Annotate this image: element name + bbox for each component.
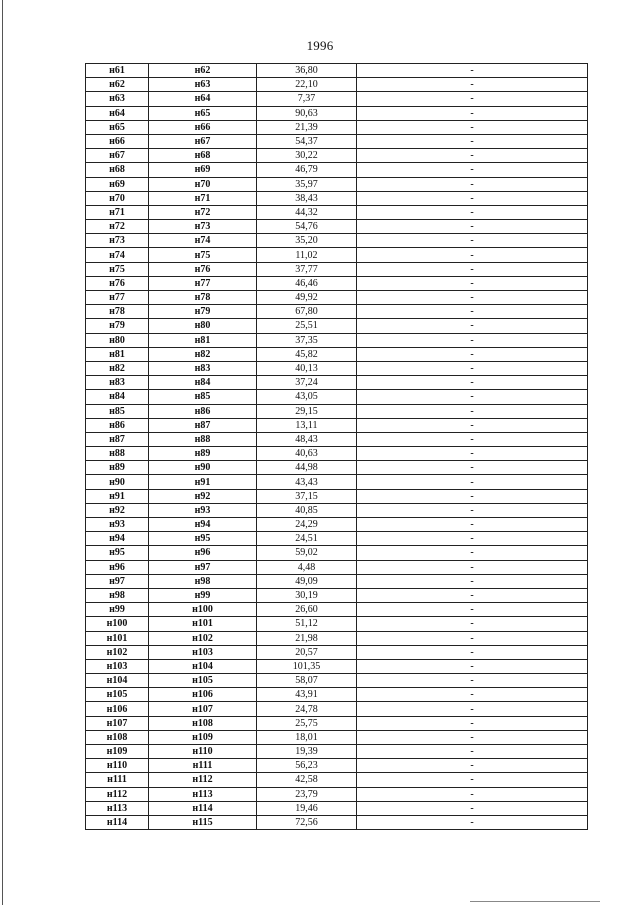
distance-cell: 54,76 bbox=[257, 220, 357, 234]
table-row bbox=[86, 475, 588, 489]
table-row bbox=[86, 461, 588, 475]
table-row bbox=[86, 787, 588, 801]
note-cell: - bbox=[357, 191, 588, 205]
from-point-cell: н109 bbox=[86, 745, 149, 759]
from-point-cell: н86 bbox=[86, 418, 149, 432]
note-cell: - bbox=[357, 801, 588, 815]
distance-cell: 13,11 bbox=[257, 418, 357, 432]
page-number: 1996 bbox=[306, 38, 334, 53]
note-cell: - bbox=[357, 120, 588, 134]
from-point-cell: н94 bbox=[86, 532, 149, 546]
table-row bbox=[86, 106, 588, 120]
table-row bbox=[86, 64, 588, 78]
table-row bbox=[86, 220, 588, 234]
to-point-cell: н89 bbox=[149, 447, 257, 461]
to-point-cell: н94 bbox=[149, 518, 257, 532]
to-point-cell: н67 bbox=[149, 134, 257, 148]
table-row bbox=[86, 773, 588, 787]
note-cell: - bbox=[357, 730, 588, 744]
from-point-cell: н91 bbox=[86, 489, 149, 503]
distance-cell: 43,05 bbox=[257, 390, 357, 404]
note-cell: - bbox=[357, 262, 588, 276]
table-row bbox=[86, 78, 588, 92]
distance-cell: 54,37 bbox=[257, 134, 357, 148]
from-point-cell: н66 bbox=[86, 134, 149, 148]
to-point-cell: н86 bbox=[149, 404, 257, 418]
note-cell: - bbox=[357, 418, 588, 432]
table-row bbox=[86, 191, 588, 205]
distance-cell: 38,43 bbox=[257, 191, 357, 205]
distance-cell: 19,46 bbox=[257, 801, 357, 815]
distance-cell: 101,35 bbox=[257, 659, 357, 673]
to-point-cell: н104 bbox=[149, 659, 257, 673]
table-row bbox=[86, 120, 588, 134]
to-point-cell: н114 bbox=[149, 801, 257, 815]
distance-cell: 46,46 bbox=[257, 276, 357, 290]
distance-cell: 40,85 bbox=[257, 503, 357, 517]
table-row bbox=[86, 801, 588, 815]
distance-cell: 21,39 bbox=[257, 120, 357, 134]
note-cell: - bbox=[357, 305, 588, 319]
table-row bbox=[86, 659, 588, 673]
from-point-cell: н106 bbox=[86, 702, 149, 716]
note-cell: - bbox=[357, 631, 588, 645]
from-point-cell: н68 bbox=[86, 163, 149, 177]
note-cell: - bbox=[357, 489, 588, 503]
note-cell: - bbox=[357, 106, 588, 120]
table-row bbox=[86, 333, 588, 347]
to-point-cell: н70 bbox=[149, 177, 257, 191]
note-cell: - bbox=[357, 92, 588, 106]
from-point-cell: н61 bbox=[86, 64, 149, 78]
from-point-cell: н88 bbox=[86, 447, 149, 461]
from-point-cell: н98 bbox=[86, 588, 149, 602]
distance-cell: 25,51 bbox=[257, 319, 357, 333]
note-cell: - bbox=[357, 518, 588, 532]
table-row bbox=[86, 319, 588, 333]
table-row bbox=[86, 361, 588, 375]
from-point-cell: н63 bbox=[86, 92, 149, 106]
table-row bbox=[86, 702, 588, 716]
from-point-cell: н76 bbox=[86, 276, 149, 290]
table-row bbox=[86, 149, 588, 163]
to-point-cell: н68 bbox=[149, 149, 257, 163]
note-cell: - bbox=[357, 702, 588, 716]
table-row bbox=[86, 603, 588, 617]
from-point-cell: н69 bbox=[86, 177, 149, 191]
note-cell: - bbox=[357, 815, 588, 829]
table-row bbox=[86, 617, 588, 631]
from-point-cell: н90 bbox=[86, 475, 149, 489]
note-cell: - bbox=[357, 645, 588, 659]
to-point-cell: н85 bbox=[149, 390, 257, 404]
from-point-cell: н105 bbox=[86, 688, 149, 702]
to-point-cell: н71 bbox=[149, 191, 257, 205]
to-point-cell: н96 bbox=[149, 546, 257, 560]
to-point-cell: н63 bbox=[149, 78, 257, 92]
distance-cell: 44,98 bbox=[257, 461, 357, 475]
table-row bbox=[86, 262, 588, 276]
note-cell: - bbox=[357, 745, 588, 759]
to-point-cell: н69 bbox=[149, 163, 257, 177]
note-cell: - bbox=[357, 503, 588, 517]
from-point-cell: н95 bbox=[86, 546, 149, 560]
from-point-cell: н108 bbox=[86, 730, 149, 744]
distance-cell: 37,15 bbox=[257, 489, 357, 503]
note-cell: - bbox=[357, 546, 588, 560]
table-row bbox=[86, 645, 588, 659]
to-point-cell: н76 bbox=[149, 262, 257, 276]
to-point-cell: н109 bbox=[149, 730, 257, 744]
to-point-cell: н80 bbox=[149, 319, 257, 333]
note-cell: - bbox=[357, 220, 588, 234]
note-cell: - bbox=[357, 78, 588, 92]
table-row bbox=[86, 248, 588, 262]
table-row bbox=[86, 518, 588, 532]
table-row bbox=[86, 716, 588, 730]
from-point-cell: н113 bbox=[86, 801, 149, 815]
from-point-cell: н64 bbox=[86, 106, 149, 120]
note-cell: - bbox=[357, 149, 588, 163]
from-point-cell: н89 bbox=[86, 461, 149, 475]
note-cell: - bbox=[357, 447, 588, 461]
distance-cell: 24,51 bbox=[257, 532, 357, 546]
note-cell: - bbox=[357, 248, 588, 262]
footer-line bbox=[470, 901, 600, 902]
from-point-cell: н77 bbox=[86, 291, 149, 305]
to-point-cell: н108 bbox=[149, 716, 257, 730]
table-row bbox=[86, 163, 588, 177]
from-point-cell: н99 bbox=[86, 603, 149, 617]
table-row bbox=[86, 759, 588, 773]
from-point-cell: н102 bbox=[86, 645, 149, 659]
from-point-cell: н74 bbox=[86, 248, 149, 262]
coordinates-table bbox=[85, 63, 588, 830]
distance-cell: 58,07 bbox=[257, 674, 357, 688]
distance-cell: 59,02 bbox=[257, 546, 357, 560]
distance-cell: 43,91 bbox=[257, 688, 357, 702]
note-cell: - bbox=[357, 617, 588, 631]
table-row bbox=[86, 560, 588, 574]
table-row bbox=[86, 390, 588, 404]
from-point-cell: н81 bbox=[86, 347, 149, 361]
to-point-cell: н110 bbox=[149, 745, 257, 759]
to-point-cell: н90 bbox=[149, 461, 257, 475]
table-row bbox=[86, 503, 588, 517]
note-cell: - bbox=[357, 461, 588, 475]
table-row bbox=[86, 134, 588, 148]
distance-cell: 49,92 bbox=[257, 291, 357, 305]
distance-cell: 20,57 bbox=[257, 645, 357, 659]
from-point-cell: н87 bbox=[86, 432, 149, 446]
note-cell: - bbox=[357, 205, 588, 219]
note-cell: - bbox=[357, 560, 588, 574]
table-row bbox=[86, 276, 588, 290]
from-point-cell: н71 bbox=[86, 205, 149, 219]
from-point-cell: н72 bbox=[86, 220, 149, 234]
distance-cell: 40,13 bbox=[257, 361, 357, 375]
from-point-cell: н92 bbox=[86, 503, 149, 517]
to-point-cell: н81 bbox=[149, 333, 257, 347]
note-cell: - bbox=[357, 688, 588, 702]
to-point-cell: н83 bbox=[149, 361, 257, 375]
table-row bbox=[86, 92, 588, 106]
distance-cell: 7,37 bbox=[257, 92, 357, 106]
note-cell: - bbox=[357, 432, 588, 446]
from-point-cell: н82 bbox=[86, 361, 149, 375]
note-cell: - bbox=[357, 291, 588, 305]
from-point-cell: н62 bbox=[86, 78, 149, 92]
page-edge bbox=[2, 0, 3, 905]
distance-cell: 45,82 bbox=[257, 347, 357, 361]
to-point-cell: н98 bbox=[149, 574, 257, 588]
note-cell: - bbox=[357, 773, 588, 787]
to-point-cell: н107 bbox=[149, 702, 257, 716]
to-point-cell: н62 bbox=[149, 64, 257, 78]
from-point-cell: н79 bbox=[86, 319, 149, 333]
distance-cell: 37,77 bbox=[257, 262, 357, 276]
to-point-cell: н95 bbox=[149, 532, 257, 546]
table-row bbox=[86, 588, 588, 602]
to-point-cell: н84 bbox=[149, 376, 257, 390]
to-point-cell: н91 bbox=[149, 475, 257, 489]
from-point-cell: н73 bbox=[86, 234, 149, 248]
to-point-cell: н87 bbox=[149, 418, 257, 432]
to-point-cell: н115 bbox=[149, 815, 257, 829]
table-row bbox=[86, 177, 588, 191]
distance-cell: 30,22 bbox=[257, 149, 357, 163]
from-point-cell: н78 bbox=[86, 305, 149, 319]
distance-cell: 19,39 bbox=[257, 745, 357, 759]
note-cell: - bbox=[357, 574, 588, 588]
table-row bbox=[86, 234, 588, 248]
to-point-cell: н66 bbox=[149, 120, 257, 134]
to-point-cell: н112 bbox=[149, 773, 257, 787]
note-cell: - bbox=[357, 659, 588, 673]
note-cell: - bbox=[357, 276, 588, 290]
table-row bbox=[86, 347, 588, 361]
to-point-cell: н64 bbox=[149, 92, 257, 106]
note-cell: - bbox=[357, 347, 588, 361]
note-cell: - bbox=[357, 234, 588, 248]
from-point-cell: н85 bbox=[86, 404, 149, 418]
from-point-cell: н84 bbox=[86, 390, 149, 404]
table-row bbox=[86, 815, 588, 829]
table-row bbox=[86, 546, 588, 560]
distance-cell: 25,75 bbox=[257, 716, 357, 730]
to-point-cell: н77 bbox=[149, 276, 257, 290]
to-point-cell: н103 bbox=[149, 645, 257, 659]
from-point-cell: н93 bbox=[86, 518, 149, 532]
from-point-cell: н110 bbox=[86, 759, 149, 773]
note-cell: - bbox=[357, 390, 588, 404]
to-point-cell: н75 bbox=[149, 248, 257, 262]
table-row bbox=[86, 688, 588, 702]
table-row bbox=[86, 532, 588, 546]
distance-cell: 23,79 bbox=[257, 787, 357, 801]
distance-cell: 90,63 bbox=[257, 106, 357, 120]
note-cell: - bbox=[357, 177, 588, 191]
to-point-cell: н65 bbox=[149, 106, 257, 120]
note-cell: - bbox=[357, 361, 588, 375]
from-point-cell: н70 bbox=[86, 191, 149, 205]
table-row bbox=[86, 489, 588, 503]
to-point-cell: н79 bbox=[149, 305, 257, 319]
from-point-cell: н101 bbox=[86, 631, 149, 645]
from-point-cell: н67 bbox=[86, 149, 149, 163]
from-point-cell: н75 bbox=[86, 262, 149, 276]
from-point-cell: н107 bbox=[86, 716, 149, 730]
distance-cell: 42,58 bbox=[257, 773, 357, 787]
note-cell: - bbox=[357, 716, 588, 730]
note-cell: - bbox=[357, 376, 588, 390]
table-row bbox=[86, 376, 588, 390]
to-point-cell: н78 bbox=[149, 291, 257, 305]
to-point-cell: н113 bbox=[149, 787, 257, 801]
note-cell: - bbox=[357, 759, 588, 773]
to-point-cell: н105 bbox=[149, 674, 257, 688]
table-row bbox=[86, 432, 588, 446]
from-point-cell: н112 bbox=[86, 787, 149, 801]
from-point-cell: н103 bbox=[86, 659, 149, 673]
from-point-cell: н114 bbox=[86, 815, 149, 829]
distance-cell: 26,60 bbox=[257, 603, 357, 617]
table-row bbox=[86, 205, 588, 219]
to-point-cell: н99 bbox=[149, 588, 257, 602]
from-point-cell: н97 bbox=[86, 574, 149, 588]
note-cell: - bbox=[357, 134, 588, 148]
note-cell: - bbox=[357, 404, 588, 418]
to-point-cell: н100 bbox=[149, 603, 257, 617]
table-row bbox=[86, 674, 588, 688]
table-row bbox=[86, 305, 588, 319]
distance-cell: 72,56 bbox=[257, 815, 357, 829]
table-row bbox=[86, 404, 588, 418]
to-point-cell: н111 bbox=[149, 759, 257, 773]
distance-cell: 35,20 bbox=[257, 234, 357, 248]
table-row bbox=[86, 745, 588, 759]
to-point-cell: н74 bbox=[149, 234, 257, 248]
table-row bbox=[86, 447, 588, 461]
to-point-cell: н101 bbox=[149, 617, 257, 631]
distance-cell: 37,35 bbox=[257, 333, 357, 347]
distance-cell: 18,01 bbox=[257, 730, 357, 744]
note-cell: - bbox=[357, 787, 588, 801]
note-cell: - bbox=[357, 588, 588, 602]
note-cell: - bbox=[357, 674, 588, 688]
distance-cell: 29,15 bbox=[257, 404, 357, 418]
to-point-cell: н93 bbox=[149, 503, 257, 517]
distance-cell: 35,97 bbox=[257, 177, 357, 191]
note-cell: - bbox=[357, 532, 588, 546]
to-point-cell: н106 bbox=[149, 688, 257, 702]
from-point-cell: н65 bbox=[86, 120, 149, 134]
from-point-cell: н83 bbox=[86, 376, 149, 390]
table-row bbox=[86, 631, 588, 645]
distance-cell: 49,09 bbox=[257, 574, 357, 588]
distance-cell: 67,80 bbox=[257, 305, 357, 319]
note-cell: - bbox=[357, 64, 588, 78]
to-point-cell: н92 bbox=[149, 489, 257, 503]
table-row bbox=[86, 291, 588, 305]
note-cell: - bbox=[357, 475, 588, 489]
distance-cell: 51,12 bbox=[257, 617, 357, 631]
from-point-cell: н104 bbox=[86, 674, 149, 688]
table-row bbox=[86, 730, 588, 744]
from-point-cell: н111 bbox=[86, 773, 149, 787]
distance-cell: 24,78 bbox=[257, 702, 357, 716]
from-point-cell: н96 bbox=[86, 560, 149, 574]
distance-cell: 24,29 bbox=[257, 518, 357, 532]
distance-cell: 36,80 bbox=[257, 64, 357, 78]
to-point-cell: н82 bbox=[149, 347, 257, 361]
distance-cell: 56,23 bbox=[257, 759, 357, 773]
to-point-cell: н97 bbox=[149, 560, 257, 574]
distance-cell: 22,10 bbox=[257, 78, 357, 92]
to-point-cell: н72 bbox=[149, 205, 257, 219]
distance-cell: 48,43 bbox=[257, 432, 357, 446]
note-cell: - bbox=[357, 319, 588, 333]
distance-cell: 21,98 bbox=[257, 631, 357, 645]
distance-cell: 40,63 bbox=[257, 447, 357, 461]
distance-cell: 11,02 bbox=[257, 248, 357, 262]
distance-cell: 30,19 bbox=[257, 588, 357, 602]
from-point-cell: н80 bbox=[86, 333, 149, 347]
to-point-cell: н73 bbox=[149, 220, 257, 234]
distance-cell: 46,79 bbox=[257, 163, 357, 177]
note-cell: - bbox=[357, 333, 588, 347]
note-cell: - bbox=[357, 163, 588, 177]
note-cell: - bbox=[357, 603, 588, 617]
to-point-cell: н88 bbox=[149, 432, 257, 446]
table-body bbox=[86, 64, 588, 830]
table-row bbox=[86, 574, 588, 588]
distance-cell: 37,24 bbox=[257, 376, 357, 390]
table-row bbox=[86, 418, 588, 432]
distance-cell: 44,32 bbox=[257, 205, 357, 219]
distance-cell: 43,43 bbox=[257, 475, 357, 489]
from-point-cell: н100 bbox=[86, 617, 149, 631]
to-point-cell: н102 bbox=[149, 631, 257, 645]
distance-cell: 4,48 bbox=[257, 560, 357, 574]
